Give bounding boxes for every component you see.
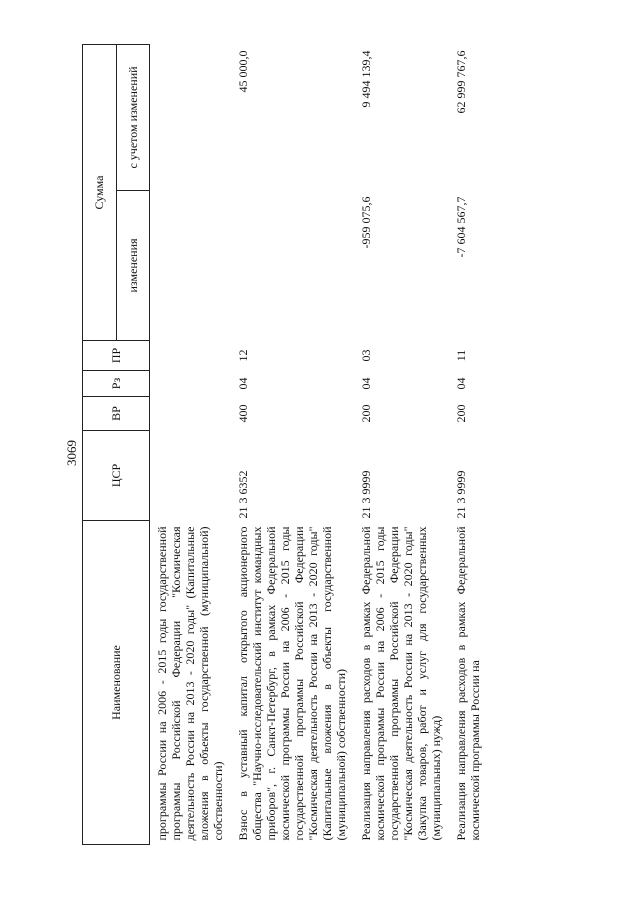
table-header <box>83 44 150 844</box>
row-csr: 21 3 9999 <box>454 470 468 519</box>
table-row <box>150 44 232 844</box>
header-name: Наименование <box>83 521 150 845</box>
header-csr: ЦСР <box>83 431 150 521</box>
row-vr: 400 <box>236 404 250 423</box>
row-pr: 03 <box>359 349 373 362</box>
header-rz: Рз <box>83 371 150 397</box>
row-change: -7 604 567,7 <box>454 196 468 258</box>
table-row <box>354 44 449 844</box>
row-csr: 21 3 9999 <box>359 470 373 519</box>
table-body <box>150 44 489 844</box>
header-pr: ПР <box>83 341 150 371</box>
table-row <box>449 44 488 844</box>
budget-table <box>82 44 488 845</box>
row-rz: 04 <box>236 377 250 390</box>
row-csr <box>150 431 232 521</box>
row-change <box>231 191 354 341</box>
table-row <box>231 44 354 844</box>
header-vr: ВР <box>83 397 150 431</box>
row-pr: 11 <box>454 349 468 362</box>
header-change: изменения <box>116 191 150 341</box>
row-name: Взнос в уставный капитал открытого акционерного общества "Научно-исследовательский институт командных приборов", г. Санкт-Петербург, в рамках Федеральной космической программы России на 2006 - 2015 годы государственной программы Российской Федерации "Космическая деятельность России на 2013 - 2020 годы" (Капитальные вложения в объекты государственной (муниципальной) собственности) <box>236 526 348 841</box>
row-total: 9 494 139,4 <box>359 50 373 108</box>
row-vr: 200 <box>359 404 373 423</box>
header-amount-group: Сумма <box>83 44 117 340</box>
row-name: программы России на 2006 - 2015 годы государственной программы Российской Федерации "Космическая деятельность России на 2013 - 2020 годы" (Капитальные вложения в объекты государственной (муниципальной) собственности) <box>155 526 225 841</box>
row-total: 62 999 767,6 <box>454 50 468 114</box>
row-csr: 21 3 6352 <box>236 470 250 519</box>
row-pr <box>150 341 232 371</box>
row-name: Реализация направления расходов в рамках Федеральной космической программы России на <box>454 526 482 841</box>
row-total: 45 000,0 <box>236 50 250 93</box>
row-change <box>150 191 232 341</box>
row-vr: 200 <box>454 404 468 423</box>
row-rz: 04 <box>359 377 373 390</box>
row-rz: 04 <box>454 377 468 390</box>
row-vr <box>150 397 232 431</box>
row-name: Реализация направления расходов в рамках Федеральной космической программы России на 2006 - 2015 годы государственной программы Российской Федерации "Космическая деятельность России на 2013 - 2020 годы" (Закупка товаров, работ и услуг для государственных (муниципальных) нужд) <box>359 526 443 841</box>
row-rz <box>150 371 232 397</box>
rotated-page <box>64 45 560 845</box>
header-with-changes: с учетом изменений <box>116 44 150 190</box>
row-total <box>150 44 232 190</box>
page-number: 3069 <box>64 440 79 466</box>
row-pr: 12 <box>236 349 250 362</box>
row-change: -959 075,6 <box>359 196 373 249</box>
